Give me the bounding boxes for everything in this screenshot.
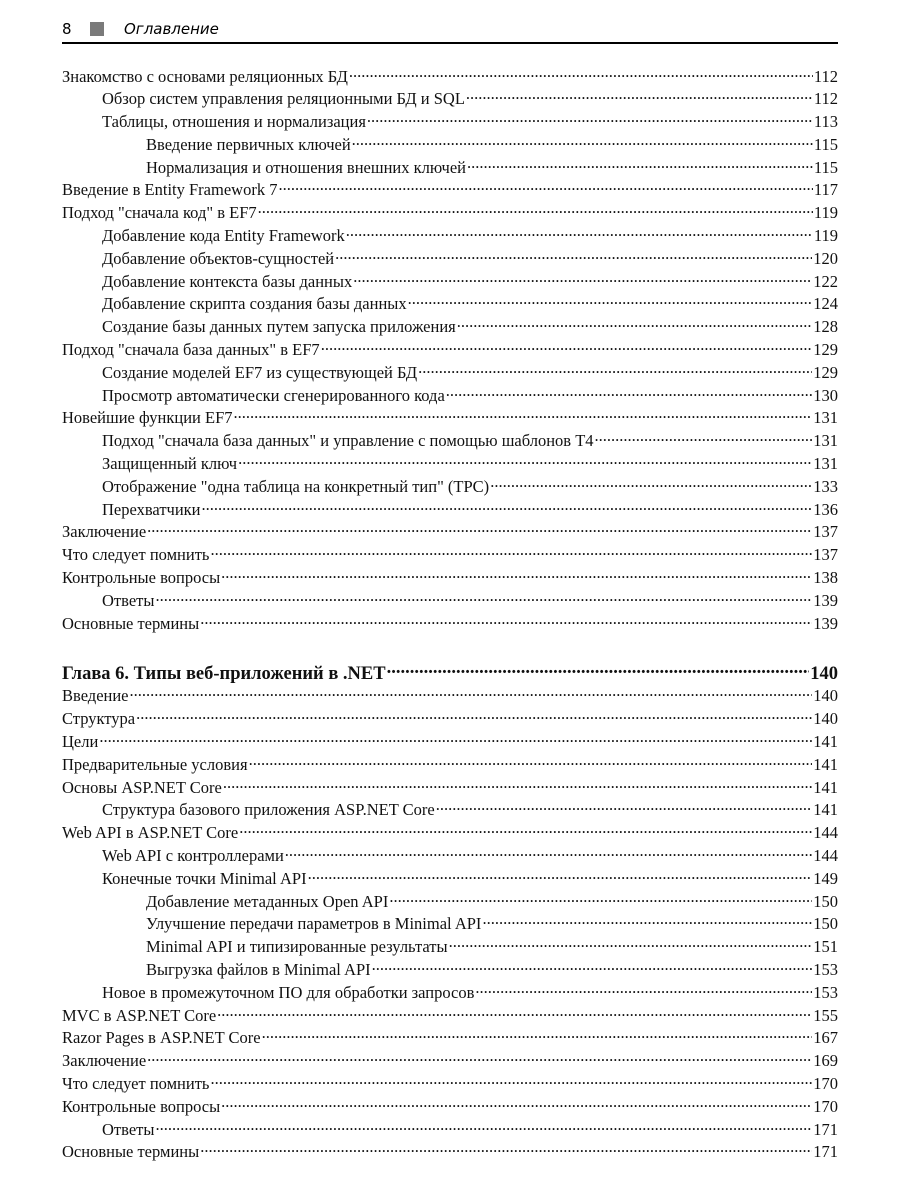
toc-entry-page: 117 [813,180,838,200]
toc-entry-page: 144 [813,823,838,843]
toc-entry-title: MVC в ASP.NET Core [62,1005,217,1025]
toc-entry [62,753,838,776]
dot-leader [449,936,813,953]
dot-leader [335,247,812,264]
dot-leader [238,453,812,470]
dot-leader [200,612,812,629]
toc-entry-title: Создание моделей EF7 из существующей БД [102,362,418,382]
toc-entry-page: 112 [813,66,838,86]
toc-entry-title: Основы ASP.NET Core [62,777,222,797]
toc-entry-title: Контрольные вопросы [62,1096,221,1116]
toc-entry-title: Ответы [102,1119,155,1139]
toc-entry-page: 112 [813,89,838,109]
dot-leader [490,475,812,492]
toc-entry-page: 141 [813,777,838,797]
dot-leader [200,1141,812,1158]
toc-entry-title: Добавление кода Entity Framework [102,226,345,246]
toc-entry [62,361,838,384]
toc-entry-title: Конечные точки Minimal API [102,868,307,888]
dot-leader [217,1004,812,1021]
toc-entry-page: 139 [813,613,838,633]
toc-entry [62,589,838,612]
dot-leader [446,384,812,401]
toc-entry-title: Новое в промежуточном ПО для обработки запросов [102,982,475,1002]
toc-entry [62,981,838,1004]
toc-entry-title: Просмотр автоматически сгенерированного кода [102,385,445,405]
dot-leader [367,111,813,128]
toc-entry-title: Контрольные вопросы [62,568,221,588]
dot-leader [249,753,813,770]
toc-entry-page: 130 [813,385,838,405]
toc-entry-page: 119 [813,203,838,223]
toc-entry-page: 133 [813,476,838,496]
toc-entry [62,407,838,430]
toc-entry [62,111,838,134]
toc-entry [62,822,838,845]
toc-entry [62,475,838,498]
toc-entry [62,1095,838,1118]
dot-leader [147,1050,812,1067]
toc-entry-title: Добавление контекста базы данных [102,271,353,291]
toc-entry-title: Улучшение передачи параметров в Minimal API [146,914,482,934]
toc-entry-page: 150 [813,914,838,934]
toc-entry [62,133,838,156]
toc-entry-page: 155 [813,1005,838,1025]
toc-entry-page: 167 [813,1028,838,1048]
dot-leader [408,293,813,310]
dot-leader [352,133,813,150]
dot-leader [136,708,812,725]
toc-entry-page: 131 [813,408,838,428]
toc-entry-page: 141 [813,800,838,820]
toc-entry [62,867,838,890]
toc-entry-page: 119 [813,226,838,246]
toc-entry-title: Защищенный ключ [102,454,238,474]
toc-entry-page: 129 [813,340,838,360]
dot-leader [221,1095,812,1112]
dot-leader [595,430,813,447]
toc-entry-title: Добавление объектов-сущностей [102,248,335,268]
toc-entry [62,776,838,799]
toc-entry-page: 169 [813,1051,838,1071]
toc-entry-page: 115 [813,157,838,177]
toc-entry-page: 129 [813,362,838,382]
toc-entry-title: Подход "сначала база данных" и управление с помощью шаблонов T4 [102,431,594,451]
toc-entry-title: Цели [62,732,99,752]
toc-entry [62,384,838,407]
toc-entry [62,293,838,316]
dot-leader [155,1118,812,1135]
toc-entry [62,567,838,590]
toc-entry [62,708,838,731]
dot-leader [258,202,813,219]
toc-entry [62,731,838,754]
toc-entry [62,958,838,981]
toc-entry-page: 131 [813,431,838,451]
toc-entry-page: 113 [813,112,838,132]
dot-leader [99,731,812,748]
toc-entry-page: 140 [813,686,838,706]
toc-entry [62,225,838,248]
toc-entry-page: 170 [813,1073,838,1093]
dot-leader [436,799,813,816]
toc-entry-title: Введение [62,686,129,706]
dot-leader [210,1072,812,1089]
toc-entry [62,521,838,544]
toc-entry [62,845,838,868]
toc-entry-title: Предварительные условия [62,754,248,774]
dot-leader [155,589,812,606]
toc-entry-page: 153 [813,982,838,1002]
toc-entry-title: Что следует помнить [62,1073,210,1093]
toc-entry-page: 137 [813,545,838,565]
toc-entry-title: Новейшие функции EF7 [62,408,233,428]
toc-entry [62,88,838,111]
toc-entry-title: Добавление метаданных Open API [146,891,389,911]
dot-leader [234,407,813,424]
dot-leader [147,521,812,538]
dot-leader [210,544,812,561]
toc-chapter-heading [62,661,838,685]
toc-entry-page: 115 [813,134,838,154]
toc-entry-title: Web API в ASP.NET Core [62,823,239,843]
dot-leader [278,179,812,196]
running-title: Оглавление [124,20,219,38]
toc-entry [62,202,838,225]
toc-entry [62,612,838,635]
toc-entry-title: Razor Pages в ASP.NET Core [62,1028,261,1048]
toc-entry-title: Minimal API и типизированные результаты [146,937,448,957]
toc-entry-title: Перехватчики [102,499,201,519]
toc-entry-page: 120 [813,248,838,268]
toc-entry [62,1118,838,1141]
toc-entry-title: Обзор систем управления реляционными БД и SQL [102,89,465,109]
dot-leader [372,958,813,975]
dot-leader [387,661,810,680]
toc-entry-page: 122 [813,271,838,291]
toc-entry [62,65,838,88]
toc-entry-page: 144 [813,846,838,865]
toc-entry-page: 170 [813,1096,838,1116]
dot-leader [457,316,812,333]
toc-entry [62,685,838,708]
toc-entry-title: Знакомство с основами реляционных БД [62,66,348,86]
dot-leader [285,845,812,862]
toc-entry [62,936,838,959]
toc-entry-page: 137 [813,522,838,542]
dot-leader [223,776,812,793]
toc-entry-title: Заключение [62,1051,147,1071]
dot-leader [475,981,812,998]
toc-entry [62,1004,838,1027]
toc-entry [62,179,838,202]
dot-leader [418,361,812,378]
page-number: 8 [62,20,72,38]
toc-entry-title: Ответы [102,590,155,610]
toc-entry-page: 138 [813,568,838,588]
toc-entry [62,270,838,293]
toc-entry-title: Выгрузка файлов в Minimal API [146,959,371,979]
toc-entry [62,890,838,913]
toc-entry-title: Что следует помнить [62,545,210,565]
toc-entry-title: Добавление скрипта создания базы данных [102,294,407,314]
toc-entry-title: Структура базового приложения ASP.NET Core [102,800,435,820]
toc-entry-page: 124 [813,294,838,314]
toc-entry-title: Отображение "одна таблица на конкретный тип" (TPC) [102,476,490,496]
toc-entry [62,913,838,936]
dot-leader [353,270,812,287]
toc-entry-title: Основные термины [62,613,200,633]
toc-entry [62,156,838,179]
dot-leader [221,567,812,584]
toc-entry-title: Web API с контроллерами [102,846,284,865]
toc-entry [62,544,838,567]
toc-entry [62,316,838,339]
toc-entry [62,1050,838,1073]
toc-entry-title: Таблицы, отношения и нормализация [102,112,366,132]
dot-leader [466,88,813,105]
toc-entry-page: 153 [813,959,838,979]
dot-leader [239,822,812,839]
toc-entry-page: 141 [813,732,838,752]
toc-entry-title: Основные термины [62,1142,200,1162]
toc-entry-title: Нормализация и отношения внешних ключей [146,157,467,177]
toc-entry [62,1141,838,1164]
toc-entry-page: 149 [813,868,838,888]
toc-entry-page: 150 [813,891,838,911]
dot-leader [321,339,813,356]
toc-entry-title: Заключение [62,522,147,542]
toc-entry [62,498,838,521]
toc-entry-page: 139 [813,590,838,610]
toc-entry [62,1027,838,1050]
toc-entry-page: 140 [813,709,838,729]
toc-entry [62,430,838,453]
toc-entry-page: 151 [813,937,838,957]
dot-leader [467,156,813,173]
dot-leader [346,225,813,242]
dot-leader [389,890,812,907]
toc-entry-title: Глава 6. Типы веб-приложений в .NET [62,664,386,685]
dot-leader [482,913,812,930]
toc-entry [62,247,838,270]
toc-entry-title: Подход "сначала код" в EF7 [62,203,257,223]
dot-leader [349,65,813,82]
dot-leader [202,498,813,515]
dot-leader [308,867,813,884]
dot-leader [130,685,813,702]
toc-entry [62,453,838,476]
toc-entry-title: Введение первичных ключей [146,134,351,154]
toc-entry-page: 140 [810,664,838,685]
header-square-marker [90,22,104,36]
toc-entry-page: 131 [813,454,838,474]
table-of-contents [62,65,838,1164]
toc-entry-page: 171 [813,1119,838,1139]
toc-entry-page: 171 [813,1142,838,1162]
toc-entry [62,1072,838,1095]
toc-entry [62,799,838,822]
toc-entry-title: Подход "сначала база данных" в EF7 [62,340,320,360]
toc-entry-title: Создание базы данных путем запуска приложения [102,317,456,337]
dot-leader [262,1027,813,1044]
running-header [62,18,838,44]
toc-entry-title: Введение в Entity Framework 7 [62,180,278,200]
toc-entry [62,339,838,362]
toc-entry-title: Структура [62,709,136,729]
toc-entry-page: 136 [813,499,838,519]
toc-entry-page: 128 [813,317,838,337]
toc-entry-page: 141 [813,754,838,774]
